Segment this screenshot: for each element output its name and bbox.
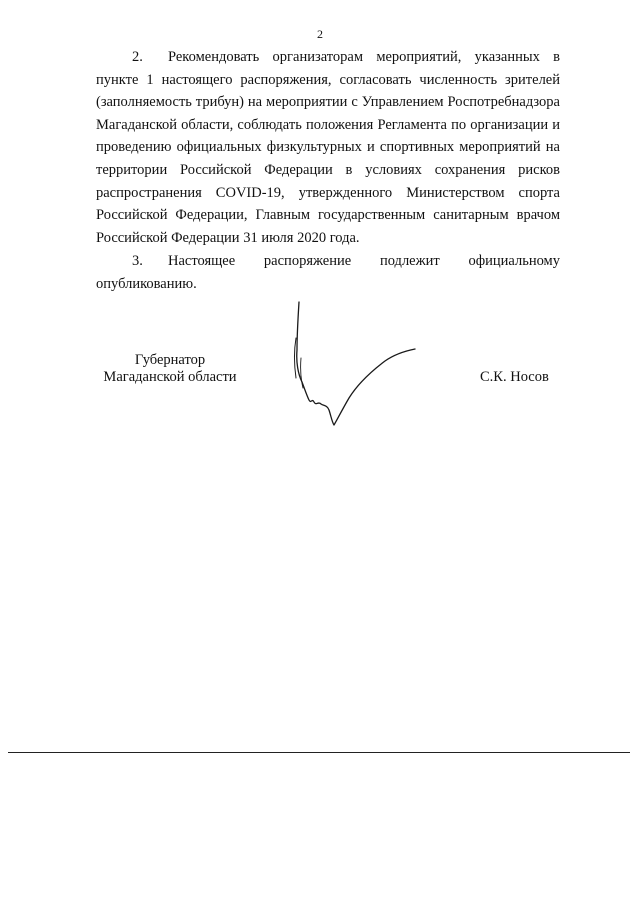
bottom-rule: [8, 752, 630, 753]
paragraph-2-line-2: пункте 1 настоящего распоряжения, согласовать численность зрителей: [96, 71, 560, 88]
paragraph-3-number: 3.: [132, 253, 143, 270]
paragraph-3-line-1: [96, 250, 560, 273]
paragraph-3-line-2: опубликованию.: [96, 275, 197, 292]
paragraph-2-line-8: Российской Федерации, Главным государственным санитарным врачом: [96, 207, 560, 224]
paragraph-text: Рекомендовать организаторам мероприятий, указанных в: [168, 49, 560, 65]
signatory-name: С.К. Носов: [480, 369, 549, 385]
paragraph-3: [96, 250, 560, 295]
paragraph-2: [96, 46, 560, 249]
paragraph-2-line-9: Российской Федерации 31 июля 2020 года.: [96, 229, 360, 246]
position-title: Губернатор: [134, 352, 206, 368]
handwritten-signature: [285, 298, 425, 433]
page-number: 2: [317, 27, 323, 41]
paragraph-text: Настоящее распоряжение подлежит официальному: [168, 253, 560, 270]
paragraph-2-line-3: (заполняемость трибун) на мероприятии с Управлением Роспотребнадзора: [96, 94, 560, 111]
document-body: [96, 46, 560, 296]
position-region: Магаданской области: [103, 369, 237, 385]
paragraph-2-line-7: распространения COVID-19, утвержденного Министерством спорта: [96, 184, 560, 201]
signatory-position: [70, 352, 270, 386]
paragraph-2-line-5: проведению официальных физкультурных и спортивных мероприятий на: [96, 139, 560, 156]
paragraph-2-number: 2.: [132, 49, 143, 65]
paragraph-2-line-6: территории Российской Федерации в условиях сохранения рисков: [96, 161, 560, 178]
paragraph-2-line-4: Магаданской области, соблюдать положения Регламента по организации и: [96, 116, 560, 133]
paragraph-2-line-1: [96, 46, 560, 69]
